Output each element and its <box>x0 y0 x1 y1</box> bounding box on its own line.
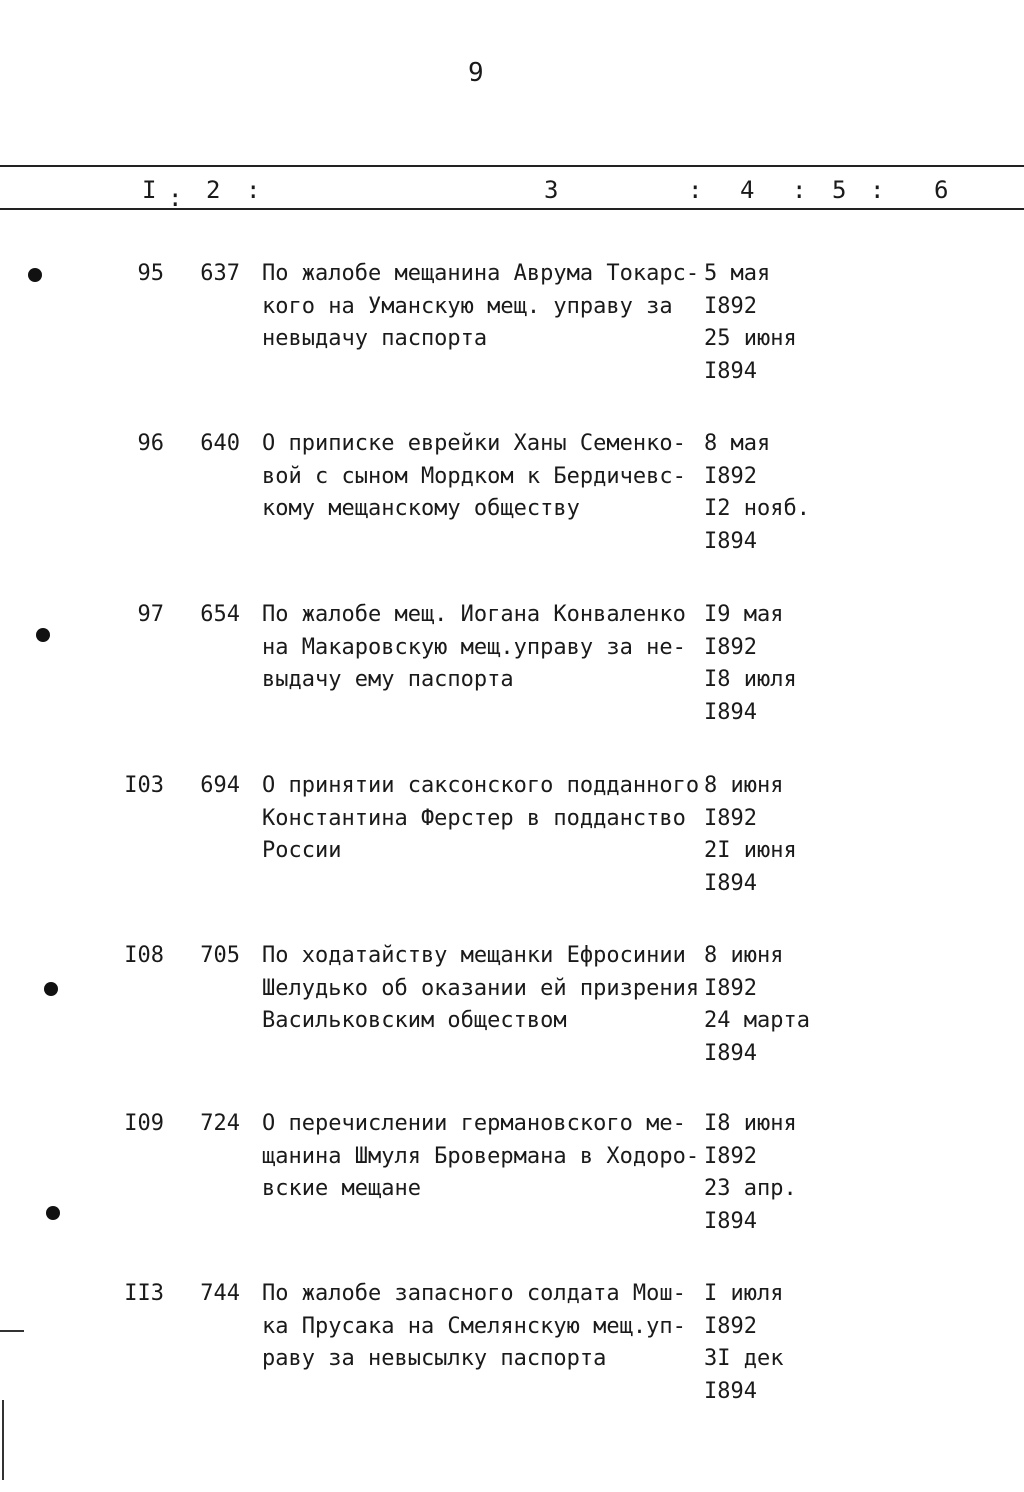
year-end: I894 <box>704 358 757 384</box>
header-separator: : <box>168 184 183 212</box>
year-end: I894 <box>704 1040 757 1066</box>
case-dates <box>704 428 824 558</box>
year-end: I894 <box>704 1378 757 1404</box>
punch-hole-mark <box>44 982 58 996</box>
case-title-line: выдачу ему паспорта <box>262 667 514 692</box>
case-title <box>262 770 702 868</box>
header-col-1: I <box>142 176 157 204</box>
file-number: 705 <box>200 943 240 968</box>
case-title-line: По жалобе запасного солдата Мош- <box>262 1281 686 1306</box>
header-col-2: 2 <box>206 176 221 204</box>
date-start: 8 июня <box>704 943 784 968</box>
case-title <box>262 428 702 526</box>
case-dates <box>704 258 824 388</box>
header-col-5: 5 <box>832 176 847 204</box>
case-dates <box>704 1278 824 1408</box>
file-number: 640 <box>200 431 240 456</box>
year-end: I894 <box>704 699 757 725</box>
case-title <box>262 1278 702 1376</box>
year-start: I892 <box>704 1313 757 1339</box>
year-end: I894 <box>704 528 757 554</box>
case-title-line: По жалобе мещ. Иогана Конваленко <box>262 602 686 627</box>
date-end: I2 нояб. <box>704 496 810 521</box>
case-number: 96 <box>137 431 164 456</box>
case-title-line: О принятии саксонского подданного <box>262 773 700 798</box>
header-col-4: 4 <box>740 176 755 204</box>
header-separator: : <box>792 176 807 204</box>
file-number: 744 <box>200 1281 240 1306</box>
date-end: 3I дек <box>704 1346 784 1371</box>
page-number: 9 <box>468 58 484 88</box>
date-start: 8 июня <box>704 773 784 798</box>
case-title <box>262 258 702 356</box>
date-start: 8 мая <box>704 431 771 456</box>
file-number: 637 <box>200 261 240 286</box>
date-start: I8 июня <box>704 1111 797 1136</box>
date-end: 25 июня <box>704 326 797 351</box>
case-title-line: вские мещане <box>262 1176 421 1201</box>
date-end: 23 апр. <box>704 1176 797 1201</box>
case-title-line: на Макаровскую мещ.управу за не- <box>262 634 686 660</box>
case-title-line: невыдачу паспорта <box>262 326 488 351</box>
margin-mark <box>0 1330 24 1332</box>
year-end: I894 <box>704 870 757 896</box>
case-title-line: России <box>262 838 342 863</box>
punch-hole-mark <box>46 1206 60 1220</box>
year-start: I892 <box>704 463 757 489</box>
case-title-line: По ходатайству мещанки Ефросинии <box>262 943 686 968</box>
case-title-line: раву за невысылку паспорта <box>262 1346 607 1371</box>
header-col-3: 3 <box>544 176 559 204</box>
case-dates <box>704 940 824 1070</box>
date-end: I8 июля <box>704 667 797 692</box>
case-title-line: кого на Уманскую мещ. управу за <box>262 293 673 319</box>
file-number: 654 <box>200 602 240 627</box>
case-dates <box>704 599 824 729</box>
date-start: I9 мая <box>704 602 784 627</box>
case-title-line: О перечислении германовского ме- <box>262 1111 686 1136</box>
case-title-line: ка Прусака на Смелянскую мещ.уп- <box>262 1313 686 1339</box>
year-start: I892 <box>704 634 757 660</box>
date-start: I июля <box>704 1281 784 1306</box>
year-end: I894 <box>704 1208 757 1234</box>
case-title-line: щанина Шмуля Бровермана в Ходоро- <box>262 1143 700 1169</box>
file-number: 724 <box>200 1111 240 1136</box>
case-title-line: Константина Ферстер в подданство <box>262 805 686 831</box>
year-start: I892 <box>704 975 757 1001</box>
margin-line <box>2 1400 4 1480</box>
case-number: II3 <box>124 1281 164 1306</box>
header-separator: : <box>870 176 885 204</box>
case-title <box>262 1108 702 1206</box>
case-title-line: О приписке еврейки Ханы Семенко- <box>262 431 686 456</box>
case-title-line: кому мещанскому обществу <box>262 496 580 521</box>
case-number: 95 <box>137 261 164 286</box>
header-rule-bottom <box>0 208 1024 210</box>
case-title-line: По жалобе мещанина Аврума Токарс- <box>262 261 700 286</box>
date-end: 24 марта <box>704 1008 810 1033</box>
case-title-line: вой с сыном Мордком к Бердичевс- <box>262 463 686 489</box>
case-dates <box>704 1108 824 1238</box>
case-title <box>262 599 702 697</box>
punch-hole-mark <box>36 628 50 642</box>
year-start: I892 <box>704 1143 757 1169</box>
case-number: I08 <box>124 943 164 968</box>
header-col-6: 6 <box>934 176 949 204</box>
date-start: 5 мая <box>704 261 771 286</box>
file-number: 694 <box>200 773 240 798</box>
case-number: I09 <box>124 1111 164 1136</box>
header-separator: : <box>688 176 703 204</box>
case-title-line: Васильковским обществом <box>262 1008 567 1033</box>
year-start: I892 <box>704 805 757 831</box>
case-dates <box>704 770 824 900</box>
case-title-line: Шелудько об оказании ей призрения <box>262 975 700 1001</box>
header-separator: : <box>246 176 261 204</box>
header-rule-top <box>0 165 1024 167</box>
year-start: I892 <box>704 293 757 319</box>
case-number: I03 <box>124 773 164 798</box>
date-end: 2I июня <box>704 838 797 863</box>
case-title <box>262 940 702 1038</box>
punch-hole-mark <box>28 268 42 282</box>
case-number: 97 <box>137 602 164 627</box>
